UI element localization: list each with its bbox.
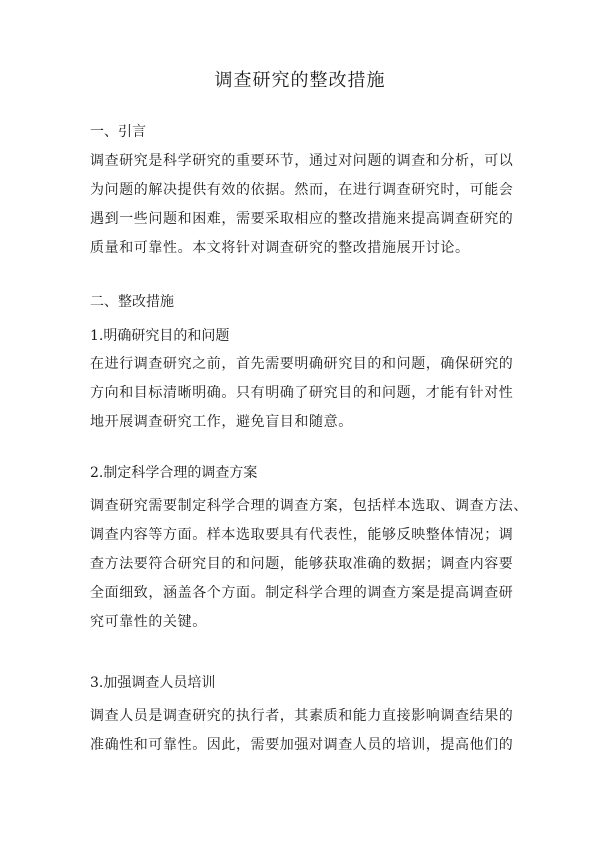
paragraph-line: 遇到一些问题和困难，需要采取相应的整改措施来提高调查研究的: [90, 211, 514, 227]
paragraph-line: 查方法要符合研究目的和问题，能够获取准确的数据；调查内容要: [90, 556, 514, 572]
measure-paragraph-1: [90, 350, 530, 437]
section-heading-measures: 二、整改措施: [90, 294, 174, 310]
paragraph-line: 调查人员是调查研究的执行者，其素质和能力直接影响调查结果的: [90, 708, 514, 724]
introduction-paragraph: [90, 147, 530, 263]
paragraph-line: 方向和目标清晰明确。只有明确了研究目的和问题，才能有针对性: [90, 385, 514, 401]
paragraph-line: 质量和可靠性。本文将针对调查研究的整改措施展开讨论。: [90, 240, 470, 256]
paragraph-line: 调查研究是科学研究的重要环节，通过对问题的调查和分析，可以: [90, 153, 514, 169]
paragraph-line: 调查研究需要制定科学合理的调查方案，包括样本选取、调查方法、: [90, 498, 528, 514]
measure-title-2: 2.制定科学合理的调查方案: [90, 465, 258, 481]
paragraph-line: 调查内容等方面。样本选取要具有代表性，能够反映整体情况；调: [90, 527, 514, 543]
section-heading-introduction: 一、引言: [90, 124, 146, 140]
paragraph-line: 全面细致，涵盖各个方面。制定科学合理的调查方案是提高调查研: [90, 585, 514, 601]
paragraph-line: 地开展调查研究工作，避免盲目和随意。: [90, 414, 353, 430]
measure-paragraph-3: [90, 702, 530, 760]
measure-title-3: 3.加强调查人员培训: [90, 675, 216, 691]
measure-paragraph-2: [90, 492, 530, 637]
document-title: 调查研究的整改措施: [214, 70, 386, 91]
paragraph-line: 准确性和可靠性。因此，需要加强对调查人员的培训，提高他们的: [90, 737, 514, 753]
paragraph-line: 为问题的解决提供有效的依据。然而，在进行调查研究时，可能会: [90, 182, 514, 198]
measure-title-1: 1.明确研究目的和问题: [90, 328, 230, 344]
paragraph-line: 在进行调查研究之前，首先需要明确研究目的和问题，确保研究的: [90, 356, 514, 372]
paragraph-line: 究可靠性的关键。: [90, 614, 207, 630]
